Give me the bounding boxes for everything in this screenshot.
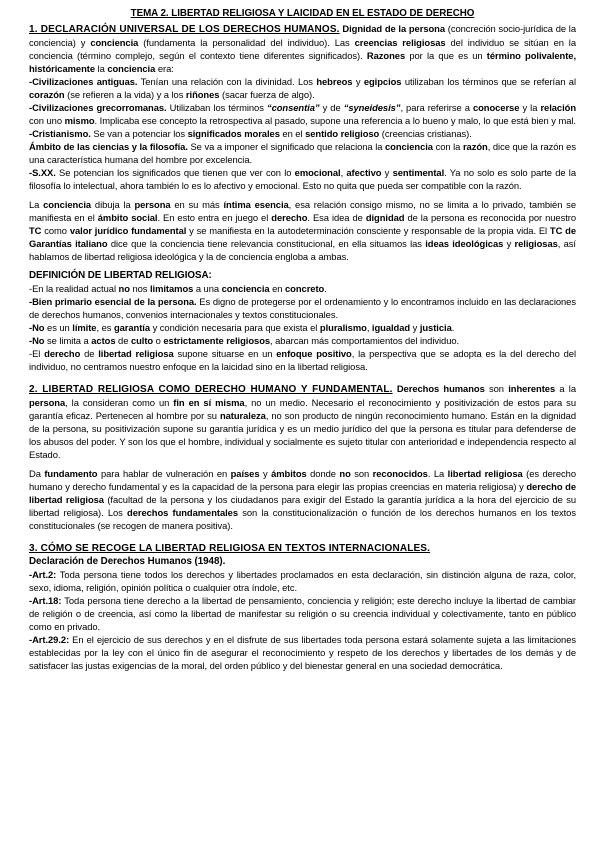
- text-run: límite: [72, 322, 97, 333]
- section-3-heading-line: [29, 541, 576, 555]
- definition-item-3: [29, 321, 576, 334]
- text-run: y la: [519, 102, 541, 113]
- text-run: íntima esencia: [223, 199, 289, 210]
- text-run: a una: [193, 283, 222, 294]
- text-run: -El: [29, 348, 45, 359]
- definition-item-4: [29, 334, 576, 347]
- text-run: religiosas: [514, 238, 558, 249]
- text-run: persona: [134, 199, 171, 210]
- definition-item-2: [29, 295, 576, 321]
- ciencias-filosofia-paragraph: [29, 140, 576, 166]
- text-run: -Art.18:: [29, 595, 62, 606]
- text-run: son: [484, 383, 509, 394]
- text-run: -Cristianismo.: [29, 128, 91, 139]
- text-run: Ámbito de las ciencias y la filosofía.: [29, 141, 188, 152]
- text-run: derecho: [44, 348, 81, 359]
- text-run: conciencia: [107, 63, 156, 74]
- text-run: -Civilizaciones grecorromanas.: [29, 102, 167, 113]
- cristianismo-paragraph: [29, 127, 576, 140]
- text-run: fin en sí misma: [173, 397, 245, 408]
- text-run: conciencia: [221, 283, 270, 294]
- text-run: riñones: [185, 89, 220, 100]
- text-run: , no un medio. Necesario el reconocimiento y positivización de estos para su garantía eficaz. Pertenecen al hombre por su: [29, 397, 576, 421]
- definition-heading: DEFINICIÓN DE LIBERTAD RELIGIOSA:: [29, 270, 212, 281]
- text-run: -S.XX.: [29, 167, 56, 178]
- text-run: se limita a: [44, 335, 92, 346]
- text-run: (creencias cristianas).: [379, 128, 472, 139]
- text-run: “syneidesis”: [343, 102, 401, 113]
- text-run: ámbitos: [271, 468, 307, 479]
- text-run: Es digno de protegerse por el ordenamiento y lo encontramos incluido en las declaraciones de derechos humanos, convenios internacionales y textos constitucionales.: [29, 296, 576, 320]
- text-run: razón: [462, 141, 488, 152]
- text-run: dibuja la: [91, 199, 135, 210]
- text-run: término polivalente, históricamente: [29, 50, 577, 74]
- text-run: valor jurídico fundamental: [69, 225, 187, 236]
- text-run: ideas ideológicas: [425, 238, 504, 249]
- text-run: Se va a imponer el significado que relaciona la: [187, 141, 385, 152]
- text-run: de: [115, 335, 131, 346]
- text-run: pluralismo: [319, 322, 367, 333]
- text-run: era:: [155, 63, 174, 74]
- text-run: ,: [340, 167, 347, 178]
- text-run: del individuo se sitúan en la conciencia (término complejo, según el contexto tiene diferentes significados).: [29, 37, 577, 61]
- text-run: derechos fundamentales: [127, 507, 239, 518]
- page-title: TEMA 2. LIBERTAD RELIGIOSA Y LAICIDAD EN EL ESTADO DE DERECHO: [130, 8, 475, 19]
- section-1-intro: [29, 22, 576, 75]
- text-run: son: [350, 468, 373, 479]
- declaration-subheading: Declaración de Derechos Humanos (1948).: [29, 556, 226, 567]
- section-3-heading: 3. CÓMO SE RECOGE LA LIBERTAD RELIGIOSA EN TEXTOS INTERNACIONALES.: [29, 543, 431, 554]
- text-run: derecho: [271, 212, 308, 223]
- text-run: Derechos humanos: [392, 383, 485, 394]
- text-run: , abarcan más comportamientos del individuo.: [270, 335, 460, 346]
- text-run: con la: [432, 141, 463, 152]
- text-run: dice que la conciencia tiene relevancia constitucional, en ella situamos las: [107, 238, 426, 249]
- text-run: (sacar fuerza de algo).: [219, 89, 315, 100]
- text-run: utilizaban los términos que se referían al: [401, 76, 577, 87]
- text-run: .: [451, 322, 455, 333]
- conciencia-paragraph: [29, 198, 576, 263]
- text-run: garantía: [113, 322, 151, 333]
- civilizaciones-grecorromanas-paragraph: [29, 101, 576, 127]
- text-run: libertad religiosa: [98, 348, 174, 359]
- text-run: es un: [44, 322, 73, 333]
- text-run: en su más: [170, 199, 224, 210]
- text-run: conciencia: [43, 199, 92, 210]
- text-run: para hablar de vulneración en: [97, 468, 231, 479]
- text-run: conciencia: [90, 37, 139, 48]
- definition-item-1: [29, 282, 576, 295]
- text-run: Da: [29, 468, 45, 479]
- text-run: igualdad: [371, 322, 411, 333]
- text-run: Toda persona tiene todos los derechos y libertades proclamados en esta declaración, sin distinción alguna de raza, color, sexo, idioma, religión, opinión política o cualquier otra índole, etc.: [29, 569, 576, 593]
- siglo-xx-paragraph: [29, 166, 576, 192]
- text-run: y: [381, 167, 393, 178]
- text-run: naturaleza: [219, 410, 266, 421]
- text-run: y de: [319, 102, 344, 113]
- definition-item-5: [29, 347, 576, 373]
- text-run: . Implicaba ese concepto la retrospectiva al pasado, supone una referencia a lo bueno y malo, lo que está bien y mal.: [94, 115, 576, 126]
- text-run: persona: [29, 397, 66, 408]
- text-run: (facultad de la persona y los ciudadanos para exigir del Estado la garantía jurídica a la hora del ejercicio de su libertad religiosa). Los: [29, 494, 576, 518]
- text-run: -Civilizaciones antiguas.: [29, 76, 138, 87]
- section-2-heading: 2. LIBERTAD RELIGIOSA COMO DERECHO HUMANO Y FUNDAMENTAL.: [29, 384, 393, 395]
- text-run: . La: [427, 468, 448, 479]
- text-run: estrictamente religiosos: [163, 335, 271, 346]
- text-run: Se van a potenciar los: [90, 128, 188, 139]
- text-run: , para referirse a: [400, 102, 473, 113]
- text-run: , dice que la razón es una característica humana del hombre por excelencia.: [29, 141, 576, 165]
- text-run: , así hablamos de libertad religiosa ideológica y la de conciencia engloba a ambas.: [29, 238, 576, 262]
- text-run: Se potencian los significados que tienen que ver con lo: [55, 167, 295, 178]
- section-1-heading: 1. DECLARACIÓN UNIVERSAL DE LOS DERECHOS HUMANOS.: [29, 24, 340, 35]
- text-run: dignidad: [365, 212, 405, 223]
- text-run: derecho de libertad religiosa: [29, 481, 576, 505]
- text-run: supone situarse en un: [173, 348, 277, 359]
- text-run: nos: [129, 283, 150, 294]
- text-run: , la consideran como un: [65, 397, 174, 408]
- text-run: creencias religiosas: [354, 37, 446, 48]
- text-run: La: [29, 199, 44, 210]
- text-run: . En esto entra en juego el: [157, 212, 272, 223]
- text-run: . Esa idea de: [307, 212, 366, 223]
- text-run: , esa relación consigo mismo, no se limita a lo privado, también se manifiesta en el: [29, 199, 576, 223]
- text-run: Razones: [366, 50, 406, 61]
- text-run: enfoque positivo: [276, 348, 352, 359]
- text-run: , la perspectiva que se adopta es la del derecho del individuo, no centramos nuestro enfoque en la laicidad sino en la libertad religiosa.: [29, 348, 576, 372]
- text-run: Tenían una relación con la divinidad. Los: [137, 76, 317, 87]
- text-run: ,: [366, 322, 372, 333]
- text-run: donde: [306, 468, 340, 479]
- text-run: , es: [96, 322, 114, 333]
- text-run: inherentes: [508, 383, 556, 394]
- text-run: TC de Garantías italiano: [29, 225, 576, 249]
- text-run: y: [259, 468, 272, 479]
- text-run: -No: [29, 335, 45, 346]
- text-run: -Bien primario esencial de la persona.: [29, 296, 197, 307]
- text-run: son la constitucionalización o función de los derechos humanos en los textos constitucionales (se recogen de manera positiva).: [29, 507, 576, 531]
- text-run: hebreos: [316, 76, 353, 87]
- text-run: por la que es un: [405, 50, 487, 61]
- fundamento-paragraph: [29, 467, 576, 532]
- text-run: (es derecho humano y derecho fundamental y es la capacidad de la persona para elegir las propias creencias en materia religiosa) y: [29, 468, 577, 492]
- text-run: con uno: [29, 115, 65, 126]
- article-2-paragraph: [29, 568, 576, 594]
- text-run: justicia: [419, 322, 452, 333]
- text-run: y se manifiesta en la autodeterminación consciente y responsable de la propia vida. El: [186, 225, 550, 236]
- text-run: y condición necesaria para que exista el: [150, 322, 320, 333]
- text-run: y: [352, 76, 364, 87]
- text-run: -En la realidad actual: [29, 283, 119, 294]
- text-run: en el: [279, 128, 306, 139]
- text-run: egipcios: [363, 76, 402, 87]
- text-run: concreto: [285, 283, 325, 294]
- text-run: libertad religiosa: [447, 468, 523, 479]
- text-run: y: [503, 238, 515, 249]
- text-run: de la persona es reconocida por nuestro: [404, 212, 577, 223]
- article-18-paragraph: [29, 594, 576, 633]
- text-run: como: [41, 225, 70, 236]
- text-run: Dignidad de la persona: [339, 23, 446, 34]
- text-run: emocional: [294, 167, 341, 178]
- text-run: actos: [91, 335, 116, 346]
- text-run: “consentia”: [266, 102, 320, 113]
- text-run: Toda persona tiene derecho a la libertad de pensamiento, conciencia y religión; este derecho incluye la libertad de cambiar de religión o de creencia, así como la libertad de manifestar su religión o su creencia individual y colectivamente, tanto en público como en privado.: [29, 595, 576, 632]
- text-run: En el ejercicio de sus derechos y en el disfrute de sus libertades toda persona estará solamente sujeta a las limitaciones establecidas por la ley con el único fin de asegurar el reconocimiento y respeto de los derechos y libertades de los demás y de satisfacer las justas exigencias de la moral, del orden público y del bienestar general en una sociedad democrática.: [29, 634, 576, 671]
- text-run: (concreción socio-jurídica de la conciencia) y: [29, 23, 576, 48]
- civilizaciones-antiguas-paragraph: [29, 75, 576, 101]
- text-run: culto: [130, 335, 154, 346]
- text-run: (se refieren a la vida) y a los: [64, 89, 186, 100]
- text-run: países: [230, 468, 260, 479]
- text-run: en: [269, 283, 286, 294]
- text-run: no: [118, 283, 130, 294]
- text-run: conocerse: [472, 102, 520, 113]
- text-run: . Ya no solo es solo parte de la filosofía lo intelectual, ahora también lo es lo afectivo y emocional. Esto no quita que pueda ser compatible con la razón.: [29, 167, 576, 191]
- text-run: o: [153, 335, 164, 346]
- text-run: sentimental: [392, 167, 445, 178]
- text-run: conciencia: [385, 141, 433, 152]
- text-run: la: [95, 63, 108, 74]
- text-run: afectivo: [346, 167, 382, 178]
- text-run: y: [410, 322, 420, 333]
- text-run: (fundamenta la personalidad del individuo). Las: [138, 37, 355, 48]
- text-run: mismo: [64, 115, 95, 126]
- text-run: -Art.29.2:: [29, 634, 70, 645]
- section-2-intro: [29, 382, 576, 461]
- text-run: -Art.2:: [29, 569, 57, 580]
- text-run: .: [324, 283, 327, 294]
- text-run: relación: [540, 102, 576, 113]
- text-run: a la: [555, 383, 576, 394]
- text-run: Utilizaban los términos: [166, 102, 267, 113]
- text-run: -No: [29, 322, 45, 333]
- text-run: TC: [29, 225, 42, 236]
- text-run: ámbito social: [97, 212, 158, 223]
- text-run: limitamos: [149, 283, 194, 294]
- text-run: no: [339, 468, 351, 479]
- text-run: corazón: [29, 89, 65, 100]
- text-run: , no son producto de ningún reconocimiento humano. Están en la dignidad de la persona, su positivización supone su garantía jurídica y es un medio jurídico del que la persona es titular para defenderse de los abusos del poder. Y son los que el hombre, individual y socialmente es sujeto titular con anterioridad e independencia respecto al Estado.: [29, 410, 576, 460]
- text-run: sentido religioso: [305, 128, 380, 139]
- text-run: reconocidos: [372, 468, 428, 479]
- text-run: fundamento: [44, 468, 98, 479]
- text-run: significados morales: [187, 128, 280, 139]
- article-29-2-paragraph: [29, 633, 576, 672]
- text-run: de: [80, 348, 99, 359]
